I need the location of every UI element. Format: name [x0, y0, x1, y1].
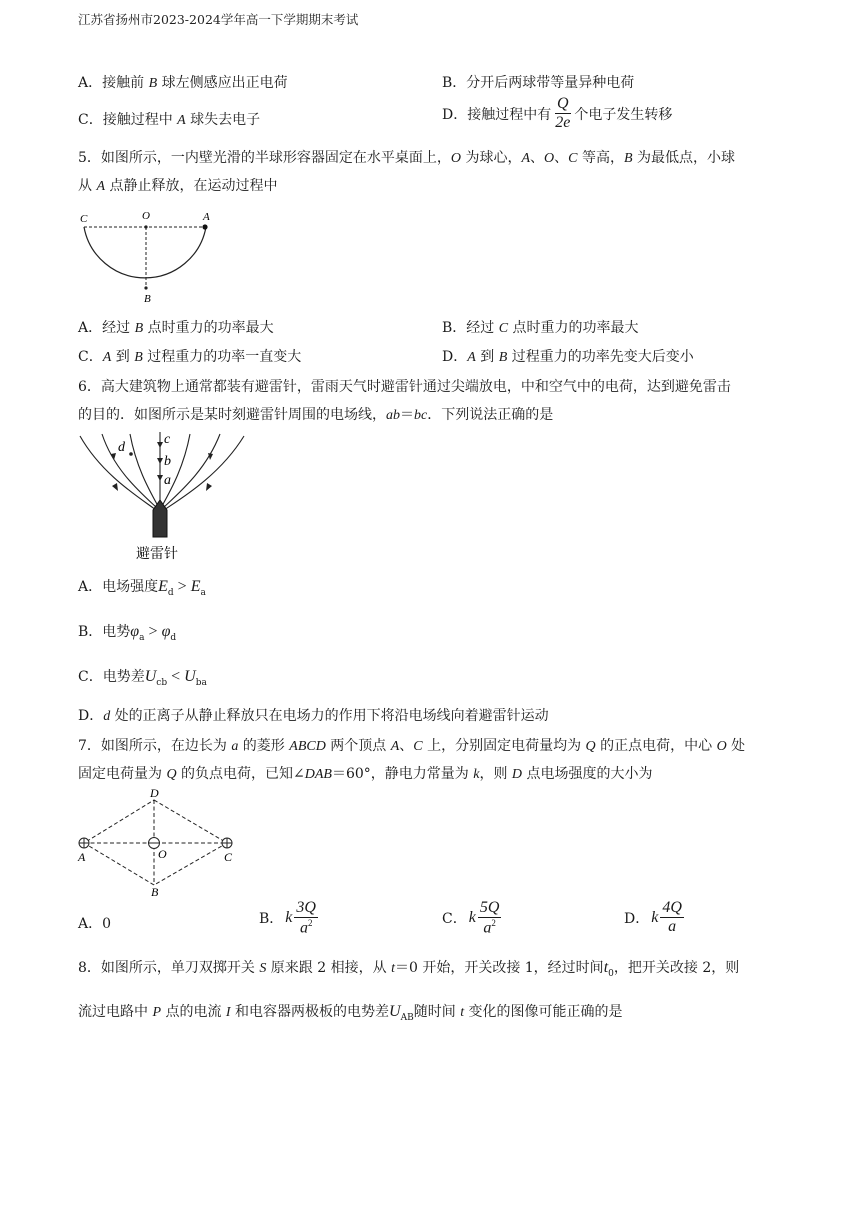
math-subscript: d [167, 588, 174, 598]
fraction [294, 900, 318, 936]
label-d: D [150, 786, 159, 800]
stem-text: 为球心， [461, 150, 522, 166]
stem-text: 5．如图所示，一内壁光滑的半球形容器固定在水平桌面上， [78, 150, 451, 166]
math-var: k [285, 909, 293, 927]
stem-text: 的菱形 [238, 738, 290, 754]
math-var: U [184, 668, 196, 685]
stem-var: Q [585, 739, 596, 754]
math-subscript: AB [400, 1013, 414, 1023]
stem-var: C [568, 151, 578, 166]
point-o-dot [144, 225, 147, 228]
label-d: d [118, 440, 125, 455]
q4-option-d[interactable] [442, 96, 672, 131]
denominator-exponent: 2 [307, 918, 313, 928]
math-subscript: cb [156, 678, 168, 688]
field-line-right-outer [164, 436, 244, 510]
stem-text: 从 [78, 178, 97, 194]
option-prefix: D．接触过程中有 [442, 106, 552, 123]
stem-text: 固定电荷量为 [78, 766, 167, 782]
option-var: d [103, 709, 111, 724]
stem-text: 处 [726, 738, 746, 754]
stem-text: 流过电路中 [78, 1004, 153, 1020]
stem-var: t [460, 1005, 465, 1020]
stem-text: ，把开关改接 2，则 [613, 960, 740, 976]
math-operator: < [167, 668, 185, 685]
option-text: 处的正离子从静止释放只在电场力的作用下将沿电场线向着避雷针运动 [110, 708, 549, 724]
stem-text: 上，分别固定电荷量均为 [422, 738, 586, 754]
option-var: B [134, 321, 144, 336]
option-text: 点时重力的功率最大 [143, 320, 274, 336]
math-var: E [158, 578, 168, 595]
math-var: φ [130, 623, 140, 640]
option-text: 过程重力的功率先变大后变小 [507, 349, 694, 365]
arrow-right-outer [206, 483, 212, 491]
denominator-base: a [299, 919, 308, 937]
q6-lightning-rod-figure [78, 430, 248, 565]
stem-var: t [391, 961, 395, 976]
page-header: 江苏省扬州市2023-2024学年高一下学期期末考试 [78, 12, 359, 27]
denominator-exponent: 2 [491, 918, 496, 928]
math-operator: > [173, 578, 191, 595]
q6-option-a[interactable] [78, 576, 206, 598]
arrow-left-outer [112, 483, 118, 491]
stem-text: ．下列说法正确的是 [427, 407, 554, 423]
option-prefix: B．经过 [442, 320, 499, 336]
field-line-right-mid [163, 434, 220, 508]
stem-var: B [623, 151, 633, 166]
point-d-dot [129, 452, 133, 456]
stem-var: C [413, 739, 423, 754]
option-text: 到 [111, 349, 135, 365]
stem-text: 点静止释放，在运动过程中 [105, 178, 278, 194]
math-var: U [144, 668, 157, 685]
q5-option-c[interactable] [78, 346, 301, 366]
stem-text: 为最低点，小球 [632, 150, 735, 166]
denominator-base: a [483, 919, 492, 937]
arrow-center-low [157, 475, 163, 481]
fraction-denominator [481, 918, 498, 936]
q6-stem-line1: 6．高大建筑物上通常都装有避雷针，雷雨天气时避雷针通过尖端放电，中和空气中的电荷，达到避免雷击 [78, 379, 731, 395]
q8-stem-line1 [78, 957, 739, 979]
field-line-left-mid [102, 434, 157, 508]
option-var: B [498, 350, 508, 365]
stem-text: ＝0 开始，开关改接 1，经过时间 [394, 960, 604, 976]
stem-var: P [152, 1005, 162, 1020]
option-text: B．分开后两球带等量异种电荷 [442, 75, 635, 91]
stem-text: ，则 [479, 766, 512, 782]
stem-var: A [390, 739, 400, 754]
stem-var: D [511, 767, 523, 782]
fraction [660, 900, 684, 935]
fraction-numerator: Q [557, 95, 569, 112]
math-var: k [651, 908, 659, 926]
stem-text: 两个顶点 [325, 738, 391, 754]
stem-var: DAB [304, 767, 332, 782]
q5-stem-line2 [78, 175, 277, 195]
option-prefix: B． [259, 911, 284, 928]
math-operator: > [144, 623, 162, 640]
stem-var: O [544, 151, 555, 166]
label-b: b [164, 454, 171, 469]
option-var: B [134, 350, 143, 365]
positive-charge-c [222, 838, 232, 848]
option-prefix: D． [78, 708, 104, 724]
stem-text: 、 [530, 150, 545, 166]
option-var: B [148, 76, 158, 91]
q7-stem-line2 [78, 763, 653, 783]
stem-text: 随时间 [413, 1004, 461, 1020]
q5-stem-line1 [78, 147, 735, 167]
stem-text: 和电容器两极板的电势差 [230, 1004, 390, 1020]
option-prefix: C． [78, 349, 103, 365]
q5-option-b[interactable] [442, 317, 639, 337]
option-text: A．0 [78, 916, 112, 932]
stem-var: bc [414, 408, 428, 423]
option-prefix: C．接触过程中 [78, 112, 178, 128]
positive-charge-a [79, 838, 89, 848]
stem-var: S [259, 961, 267, 976]
option-text: 个电子发生转移 [574, 106, 673, 123]
math-var: k [468, 909, 476, 927]
option-text: 球失去电子 [185, 112, 261, 128]
stem-var: ab [386, 408, 400, 423]
stem-text: ＝ [400, 407, 414, 423]
label-o: O [142, 210, 150, 222]
point-b-dot [144, 286, 147, 289]
q8-stem-line2 [78, 1001, 623, 1023]
math-var: t [603, 959, 609, 976]
q4-option-c[interactable] [78, 109, 260, 129]
math-var: U [389, 1003, 401, 1020]
option-prefix: A．电场强度 [78, 579, 159, 595]
q7-rhombus-figure [74, 786, 244, 896]
stem-text: ＝60°，静电力常量为 [331, 766, 474, 782]
q7-option-a[interactable] [78, 913, 111, 933]
label-c: c [164, 432, 171, 447]
stem-text: 点的电流 [161, 1004, 226, 1020]
stem-text: 原来跟 2 相接，从 [266, 960, 392, 976]
option-var: A [177, 113, 186, 128]
stem-text: 、 [399, 738, 414, 754]
fraction-numerator: 3Q [296, 899, 316, 916]
math-subscript: d [170, 633, 177, 643]
q6-option-d[interactable] [78, 705, 549, 725]
option-prefix: D． [624, 910, 650, 927]
hemisphere-arc [84, 227, 206, 278]
stem-var: a [231, 739, 239, 754]
option-prefix: C． [442, 911, 467, 928]
arrow-center-mid [157, 458, 163, 464]
label-a: A [203, 211, 210, 223]
fraction-numerator: 4Q [662, 899, 682, 916]
label-c: C [224, 850, 233, 864]
stem-var: ABCD [289, 739, 326, 754]
q7-option-b[interactable] [259, 900, 320, 936]
option-prefix: A．接触前 [78, 75, 149, 91]
math-subscript: a [200, 588, 206, 598]
q6-option-c[interactable] [78, 666, 207, 688]
option-prefix: A．经过 [78, 320, 135, 336]
label-a: A [78, 850, 86, 864]
option-var: C [498, 321, 509, 336]
option-prefix: D． [442, 349, 468, 365]
label-b: B [144, 293, 151, 305]
option-var: A [102, 350, 112, 365]
label-o: O [158, 847, 167, 861]
q4-option-b[interactable] [442, 72, 634, 92]
stem-text: 等高， [577, 150, 624, 166]
arrow-center-top [157, 442, 163, 448]
stem-var: O [716, 739, 727, 754]
math-subscript: 0 [608, 969, 614, 979]
stem-var: A [521, 151, 531, 166]
option-prefix: C．电势差 [78, 669, 145, 685]
lightning-rod-caption: 避雷针 [136, 546, 178, 562]
stem-text: 的正点电荷，中心 [595, 738, 717, 754]
option-text: 到 [475, 349, 499, 365]
q7-stem-line1 [78, 735, 745, 755]
label-b: B [151, 885, 159, 896]
fraction [553, 96, 572, 131]
fraction-denominator: 2e [555, 114, 571, 131]
option-text: 球左侧感应出正电荷 [157, 75, 288, 91]
fraction [478, 900, 502, 936]
math-var: E [190, 578, 201, 595]
q5-option-d[interactable] [442, 346, 694, 366]
stem-text: 的目的．如图所示是某时刻避雷针周围的电场线， [78, 407, 386, 423]
stem-text: 8．如图所示，单刀双掷开关 [78, 960, 260, 976]
label-a: a [164, 473, 171, 488]
q7-option-d[interactable] [624, 900, 686, 935]
math-subscript: a [139, 633, 145, 643]
fraction-denominator [298, 918, 315, 936]
stem-text: 变化的图像可能正确的是 [464, 1004, 623, 1020]
stem-var: k [473, 767, 480, 782]
q6-option-b[interactable] [78, 621, 176, 643]
q4-option-a[interactable] [78, 72, 288, 92]
math-subscript: ba [195, 678, 207, 688]
stem-var: O [450, 151, 462, 166]
q6-stem-line2 [78, 404, 553, 424]
label-c: C [80, 213, 88, 225]
math-var: φ [161, 623, 171, 640]
q5-option-a[interactable] [78, 317, 274, 337]
option-text: 点时重力的功率最大 [508, 320, 639, 336]
option-var: A [467, 350, 476, 365]
q5-hemisphere-figure [78, 206, 223, 306]
fraction-denominator: a [668, 918, 677, 935]
stem-text: 的负点电荷，已知∠ [176, 766, 305, 782]
stem-text: 7．如图所示，在边长为 [78, 738, 232, 754]
option-text: 过程重力的功率一直变大 [142, 349, 302, 365]
option-prefix: B．电势 [78, 624, 131, 640]
stem-var: A [96, 179, 106, 194]
stem-var: Q [166, 767, 177, 782]
q7-option-c[interactable] [442, 900, 503, 936]
stem-var: I [225, 1005, 231, 1020]
stem-text: 点电场强度的大小为 [522, 766, 653, 782]
ball-at-a [202, 224, 207, 229]
fraction-numerator: 5Q [479, 899, 500, 916]
stem-text: 、 [554, 150, 569, 166]
